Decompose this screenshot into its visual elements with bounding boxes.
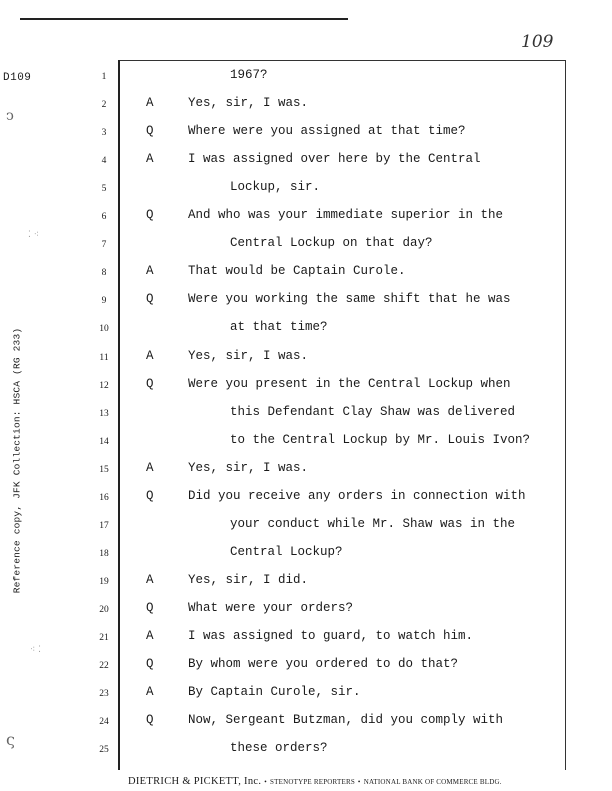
line-number: 6 [101,212,107,223]
line-number: 1 [101,72,107,82]
transcript-line [0,264,612,284]
testimony-text: these orders? [230,741,328,756]
line-number: 17 [99,520,109,531]
line-number: 19 [99,576,109,587]
scan-mark-icon: ⁖ ⁚ [30,645,41,655]
speaker-label: A [146,685,154,700]
transcript-line [0,461,612,481]
speaker-label: Q [146,657,154,672]
transcript-line [0,405,612,425]
transcript-line [0,629,612,649]
testimony-text: your conduct while Mr. Shaw was in the [230,516,516,531]
transcript-line [0,517,612,537]
transcript-line [0,349,612,369]
transcript-line [0,68,612,88]
handwritten-page-number: 109 [521,32,554,52]
transcript-line [0,180,612,200]
speaker-label: Q [146,208,154,223]
line-number: 22 [99,661,109,672]
line-number: 11 [99,352,109,363]
speaker-label: A [146,96,154,111]
speaker-label: A [146,264,154,279]
document-id: D109 [3,72,32,84]
testimony-text: Did you receive any orders in connection with [188,488,526,503]
testimony-text: to the Central Lockup by Mr. Louis Ivon? [230,432,531,447]
transcript-line [0,713,612,733]
scan-mark-icon: ς [6,730,15,749]
line-number: 23 [99,689,109,700]
transcript-line [0,292,612,312]
testimony-text: Central Lockup? [230,544,343,559]
testimony-text: Now, Sergeant Butzman, did you comply with [188,713,504,728]
testimony-text: And who was your immediate superior in the [188,208,504,223]
line-number: 13 [99,408,109,419]
transcript-line [0,320,612,340]
line-number: 14 [99,436,109,447]
transcript-line [0,152,612,172]
transcript-line [0,236,612,256]
testimony-text: Yes, sir, I was. [188,96,309,111]
line-number: 9 [101,296,107,307]
separator-dot-icon: • [264,778,268,786]
line-number: 8 [101,268,107,279]
speaker-label: A [146,629,154,643]
transcript-line [0,208,612,228]
transcript-line [0,601,612,621]
line-number: 18 [99,548,109,559]
speaker-label: Q [146,124,154,139]
line-number: 25 [99,745,109,756]
line-number: 16 [99,492,109,503]
line-number: 2 [101,100,107,111]
transcript-line [0,377,612,397]
transcript-line [0,96,612,116]
testimony-text: Yes, sir, I did. [188,572,309,587]
transcript-line [0,741,612,761]
speaker-label: Q [146,376,154,391]
line-number: 5 [101,184,107,195]
testimony-text: Where were you assigned at that time? [188,124,466,139]
line-number: 20 [99,604,109,615]
line-number: 24 [99,717,109,728]
testimony-text: Were you present in the Central Lockup when [188,376,511,391]
transcript-line [0,545,612,565]
service-name: STENOTYPE REPORTERS [270,778,355,786]
testimony-text: By Captain Curole, sir. [188,685,361,700]
transcript-line [0,657,612,677]
testimony-text: I was assigned over here by the Central [188,152,481,167]
scan-mark-icon: ⁚ ⁖ [28,230,39,240]
testimony-text: at that time? [230,320,328,335]
line-number: 12 [99,380,109,391]
testimony-text: Were you working the same shift that he was [188,292,511,307]
speaker-label: A [146,348,154,363]
testimony-text: What were your orders? [188,600,354,615]
testimony-text: Lockup, sir. [230,180,321,195]
transcript-line [0,124,612,144]
line-number: 21 [99,633,109,643]
speaker-label: A [146,152,154,167]
scan-mark-icon: ↄ [6,108,14,124]
speaker-label: Q [146,713,154,728]
separator-dot-icon: • [357,778,361,786]
testimony-text: Yes, sir, I was. [188,460,309,475]
testimony-text: Central Lockup on that day? [230,236,433,251]
transcript-line [0,433,612,453]
testimony-text: By whom were you ordered to do that? [188,657,459,672]
firm-name: DIETRICH & PICKETT, Inc. [128,776,262,787]
testimony-text: this Defendant Clay Shaw was delivered [230,404,516,419]
speaker-label: A [146,572,154,587]
transcript-line [0,489,612,509]
speaker-label: Q [146,600,154,615]
page-footer [128,776,568,787]
testimony-text: 1967? [230,68,268,82]
line-number: 10 [99,324,109,335]
speaker-label: A [146,460,154,475]
firm-address: NATIONAL BANK OF COMMERCE BLDG. [363,778,502,786]
speaker-label: Q [146,488,154,503]
speaker-label: Q [146,292,154,307]
line-number: 4 [101,156,107,167]
transcript-line [0,685,612,705]
testimony-text: I was assigned to guard, to watch him. [188,629,474,643]
testimony-text: Yes, sir, I was. [188,348,309,363]
line-number: 15 [99,464,109,475]
side-caption: Reference copy, JFK Collection: HSCA (RG 233) [11,327,23,594]
testimony-text: That would be Captain Curole. [188,264,406,279]
transcript-line [0,573,612,593]
line-number: 7 [101,240,107,251]
line-number: 3 [101,128,107,139]
